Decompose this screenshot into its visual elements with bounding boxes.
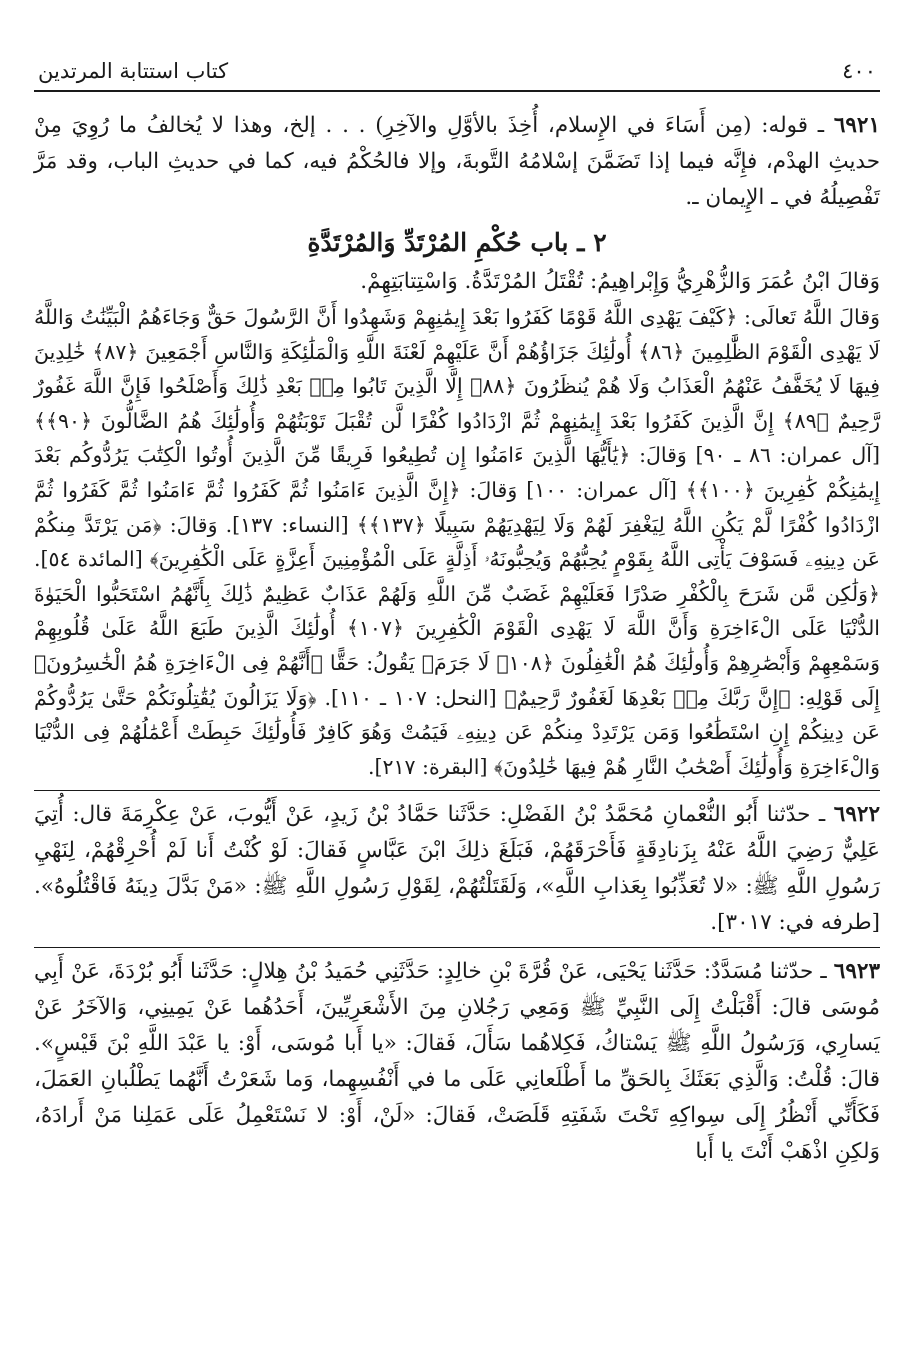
intro-text: ـ قوله: (مِن أَسَاءَ في الإِسلام، أُخِذَ بالأوَّلِ والآخِرِ) . . . إلخ، وهذا لا يُخالفُ ما رُوِيَ مِنْ حديثِ الهدْم، فإِنَّه فيما إذا تَضَمَّنَ إسْلامُهُ التَّوبةَ، وإلا فالحُكْمُ فيه، كما في حديثِ الباب، وقد مَرَّ تَفْصِيلُهُ في ـ الإِيمان ـ. (34, 113, 880, 210)
header-divider (34, 90, 880, 92)
hadith-text: ـ حدّثنا أَبُو النُّعْمانِ مُحَمَّدُ بْنُ الفَضْلِ: حَدَّثَنا حَمَّادُ بْنُ زَيدٍ، عَنْ أَيُّوبَ، عَنْ عِكْرِمَةَ قال: أُتِيَ عَلِيٌّ رَضِيَ اللَّهُ عَنْهُ بِزَنادِقَةٍ فَأَحْرَقَهُمْ، فَبَلَغَ ذلِكَ ابْنَ عَبَّاسٍ فَقالَ: لَوْ كُنْتُ أَنا لَمْ أُحْرِقْهُمْ، لِنَهْيِ رَسُولِ اللَّهِ ﷺ: «لا تُعَذِّبُوا بِعَذابِ اللَّهِ»، وَلَقَتَلْتُهُمْ، لِقَوْلِ رَسُولِ اللَّهِ ﷺ: «مَنْ بَدَّلَ دِينَهُ فَاقْتُلُوهُ». [طرفه في: ٣٠١٧]. (34, 802, 880, 936)
chapter-title: ٢ ـ باب حُكْمِ المُرْتَدِّ وَالمُرْتَدَّةِ (307, 228, 607, 257)
hadith-number: ٦٩٢٣ (833, 959, 880, 985)
hadith-text: ـ حدّثنا مُسَدَّدٌ: حَدَّثَنا يَحْيَى، عَنْ قُرَّةَ بْنِ خالِدٍ: حَدَّثَنِي حُمَيدُ بْنُ هِلالٍ: حَدَّثَنا أَبُو بُرْدَةَ، عَنْ أَبِي مُوسَى قالَ: أَقْبَلْتُ إِلَى النَّبِيِّ ﷺ وَمَعِي رَجُلانِ مِنَ الأَشْعَرِيِّينَ، أَحَدُهُما عَنْ يَمِينِي، وَالآخَرُ عَنْ يَسارِي، وَرَسُولُ اللَّهِ ﷺ يَسْتاكُ، فَكِلاهُما سَأَلَ، فَقالَ: «يا أَبا مُوسَى، أَوْ: يا عَبْدَ اللَّهِ بْنَ قَيْسٍ». قالَ: قُلْتُ: وَالَّذِي بَعَثَكَ بِالحَقِّ ما أَطْلَعانِي عَلَى ما في أَنْفُسِهِما، وَما شَعَرْتُ أَنَّهُما يَطْلُبانِ العَمَلَ، فَكَأَنِّي أَنْظُرُ إِلَى سِواكِهِ تَحْتَ شَفَتِهِ قَلَصَتْ، فَقالَ: «لَنْ، أَوْ: لا نَسْتَعْمِلُ عَلَى عَمَلِنا مَنْ أَرادَهُ، وَلكِنِ اذْهَبْ أَنْتَ يا أَبا (34, 959, 880, 1165)
hadith-6923 (34, 954, 880, 1170)
quran-verses: وَقالَ اللَّهُ تَعالَى: ﴿كَيْفَ يَهْدِى اللَّهُ قَوْمًا كَفَرُوا بَعْدَ إِيمَٰنِهِمْ وَشَهِدُوا أَنَّ الرَّسُولَ حَقٌّ وَجَاءَهُمُ الْبَيِّنَٰتُ وَاللَّهُ لَا يَهْدِى الْقَوْمَ الظَّٰلِمِينَ ﴿٨٦﴾ أُولَٰئِكَ جَزَاؤُهُمْ أَنَّ عَلَيْهِمْ لَعْنَةَ اللَّهِ وَالْمَلَٰئِكَةِ وَالنَّاسِ أَجْمَعِينَ ﴿٨٧﴾ خَٰلِدِينَ فِيهَا لَا يُخَفَّفُ عَنْهُمُ الْعَذَابُ وَلَا هُمْ يُنظَرُونَ ﴿٨٨﴾ إِلَّا الَّذِينَ تَابُوا مِنۢ بَعْدِ ذَٰلِكَ وَأَصْلَحُوا فَإِنَّ اللَّهَ غَفُورٌ رَّحِيمٌ ﴿٨٩﴾ إِنَّ الَّذِينَ كَفَرُوا بَعْدَ إِيمَٰنِهِمْ ثُمَّ ازْدَادُوا كُفْرًا لَّن تُقْبَلَ تَوْبَتُهُمْ وَأُولَٰئِكَ هُمُ الضَّالُّونَ ﴿٩٠﴾﴾ [آل عمران: ٨٦ ـ ٩٠] وَقالَ: ﴿يَٰأَيُّهَا الَّذِينَ ءَامَنُوا إِن تُطِيعُوا فَرِيقًا مِّنَ الَّذِينَ أُوتُوا الْكِتَٰبَ يَرُدُّوكُم بَعْدَ إِيمَٰنِكُمْ كَٰفِرِينَ ﴿١٠٠﴾﴾ [آل عمران: ١٠٠] وَقالَ: ﴿إِنَّ الَّذِينَ ءَامَنُوا ثُمَّ كَفَرُوا ثُمَّ ءَامَنُوا ثُمَّ كَفَرُوا ثُمَّ ازْدَادُوا كُفْرًا لَّمْ يَكُنِ اللَّهُ لِيَغْفِرَ لَهُمْ وَلَا لِيَهْدِيَهُمْ سَبِيلًا ﴿١٣٧﴾﴾ [النساء: ١٣٧]. وَقالَ: ﴿مَن يَرْتَدَّ مِنكُمْ عَن دِينِهِۦ فَسَوْفَ يَأْتِى اللَّهُ بِقَوْمٍ يُحِبُّهُمْ وَيُحِبُّونَهُۥ أَذِلَّةٍ عَلَى الْمُؤْمِنِينَ أَعِزَّةٍ عَلَى الْكَٰفِرِينَ﴾ [المائدة ٥٤]. ﴿وَلَٰكِن مَّن شَرَحَ بِالْكُفْرِ صَدْرًا فَعَلَيْهِمْ غَضَبٌ مِّنَ اللَّهِ وَلَهُمْ عَذَابٌ عَظِيمٌ ذَٰلِكَ بِأَنَّهُمُ اسْتَحَبُّوا الْحَيَوٰةَ الدُّنْيَا عَلَى الْءَاخِرَةِ وَأَنَّ اللَّهَ لَا يَهْدِى الْقَوْمَ الْكَٰفِرِينَ ﴿١٠٧﴾ أُولَٰئِكَ الَّذِينَ طَبَعَ اللَّهُ عَلَىٰ قُلُوبِهِمْ وَسَمْعِهِمْ وَأَبْصَٰرِهِمْ وَأُولَٰئِكَ هُمُ الْغَٰفِلُونَ ﴿١٠٨﴾ لَا جَرَمَ﴾ يَقُولُ: حَقًّا ﴿أَنَّهُمْ فِى الْءَاخِرَةِ هُمُ الْخَٰسِرُونَ﴾ إِلَى قَوْلِهِ: ﴿إِنَّ رَبَّكَ مِنۢ بَعْدِهَا لَغَفُورٌ رَّحِيمٌ﴾ [النحل: ١٠٧ ـ ١١٠]. ﴿وَلَا يَزَالُونَ يُقَٰتِلُونَكُمْ حَتَّىٰ يَرُدُّوكُمْ عَن دِينِكُمْ إِنِ اسْتَطَٰعُوا وَمَن يَرْتَدِدْ مِنكُمْ عَن دِينِهِۦ فَيَمُتْ وَهُوَ كَافِرٌ فَأُولَٰئِكَ حَبِطَتْ أَعْمَٰلُهُمْ فِى الدُّنْيَا وَالْءَاخِرَةِ وَأُولَٰئِكَ أَصْحَٰبُ النَّارِ هُمْ فِيهَا خَٰلِدُونَ﴾ [البقرة: ٢١٧]. (34, 305, 881, 779)
running-header (34, 56, 880, 90)
intro-number: ٦٩٢١ (833, 113, 881, 138)
section-divider (34, 947, 880, 948)
intro-commentary (34, 108, 880, 216)
hadith-6922 (34, 797, 880, 941)
section-divider (34, 790, 880, 791)
page-number: ٤٠٠ (842, 59, 876, 83)
book-title: كتاب استتابة المرتدين (38, 59, 229, 83)
hadith-number: ٦٩٢٢ (833, 802, 880, 828)
chapter-athar: وَقالَ ابْنُ عُمَرَ وَالزُّهْرِيُّ وَإِبْراهِيمُ: تُقْتَلُ المُرْتَدَّةُ. وَاسْتِتابَتِهِمْ. (360, 269, 880, 294)
book-page (34, 56, 880, 1172)
